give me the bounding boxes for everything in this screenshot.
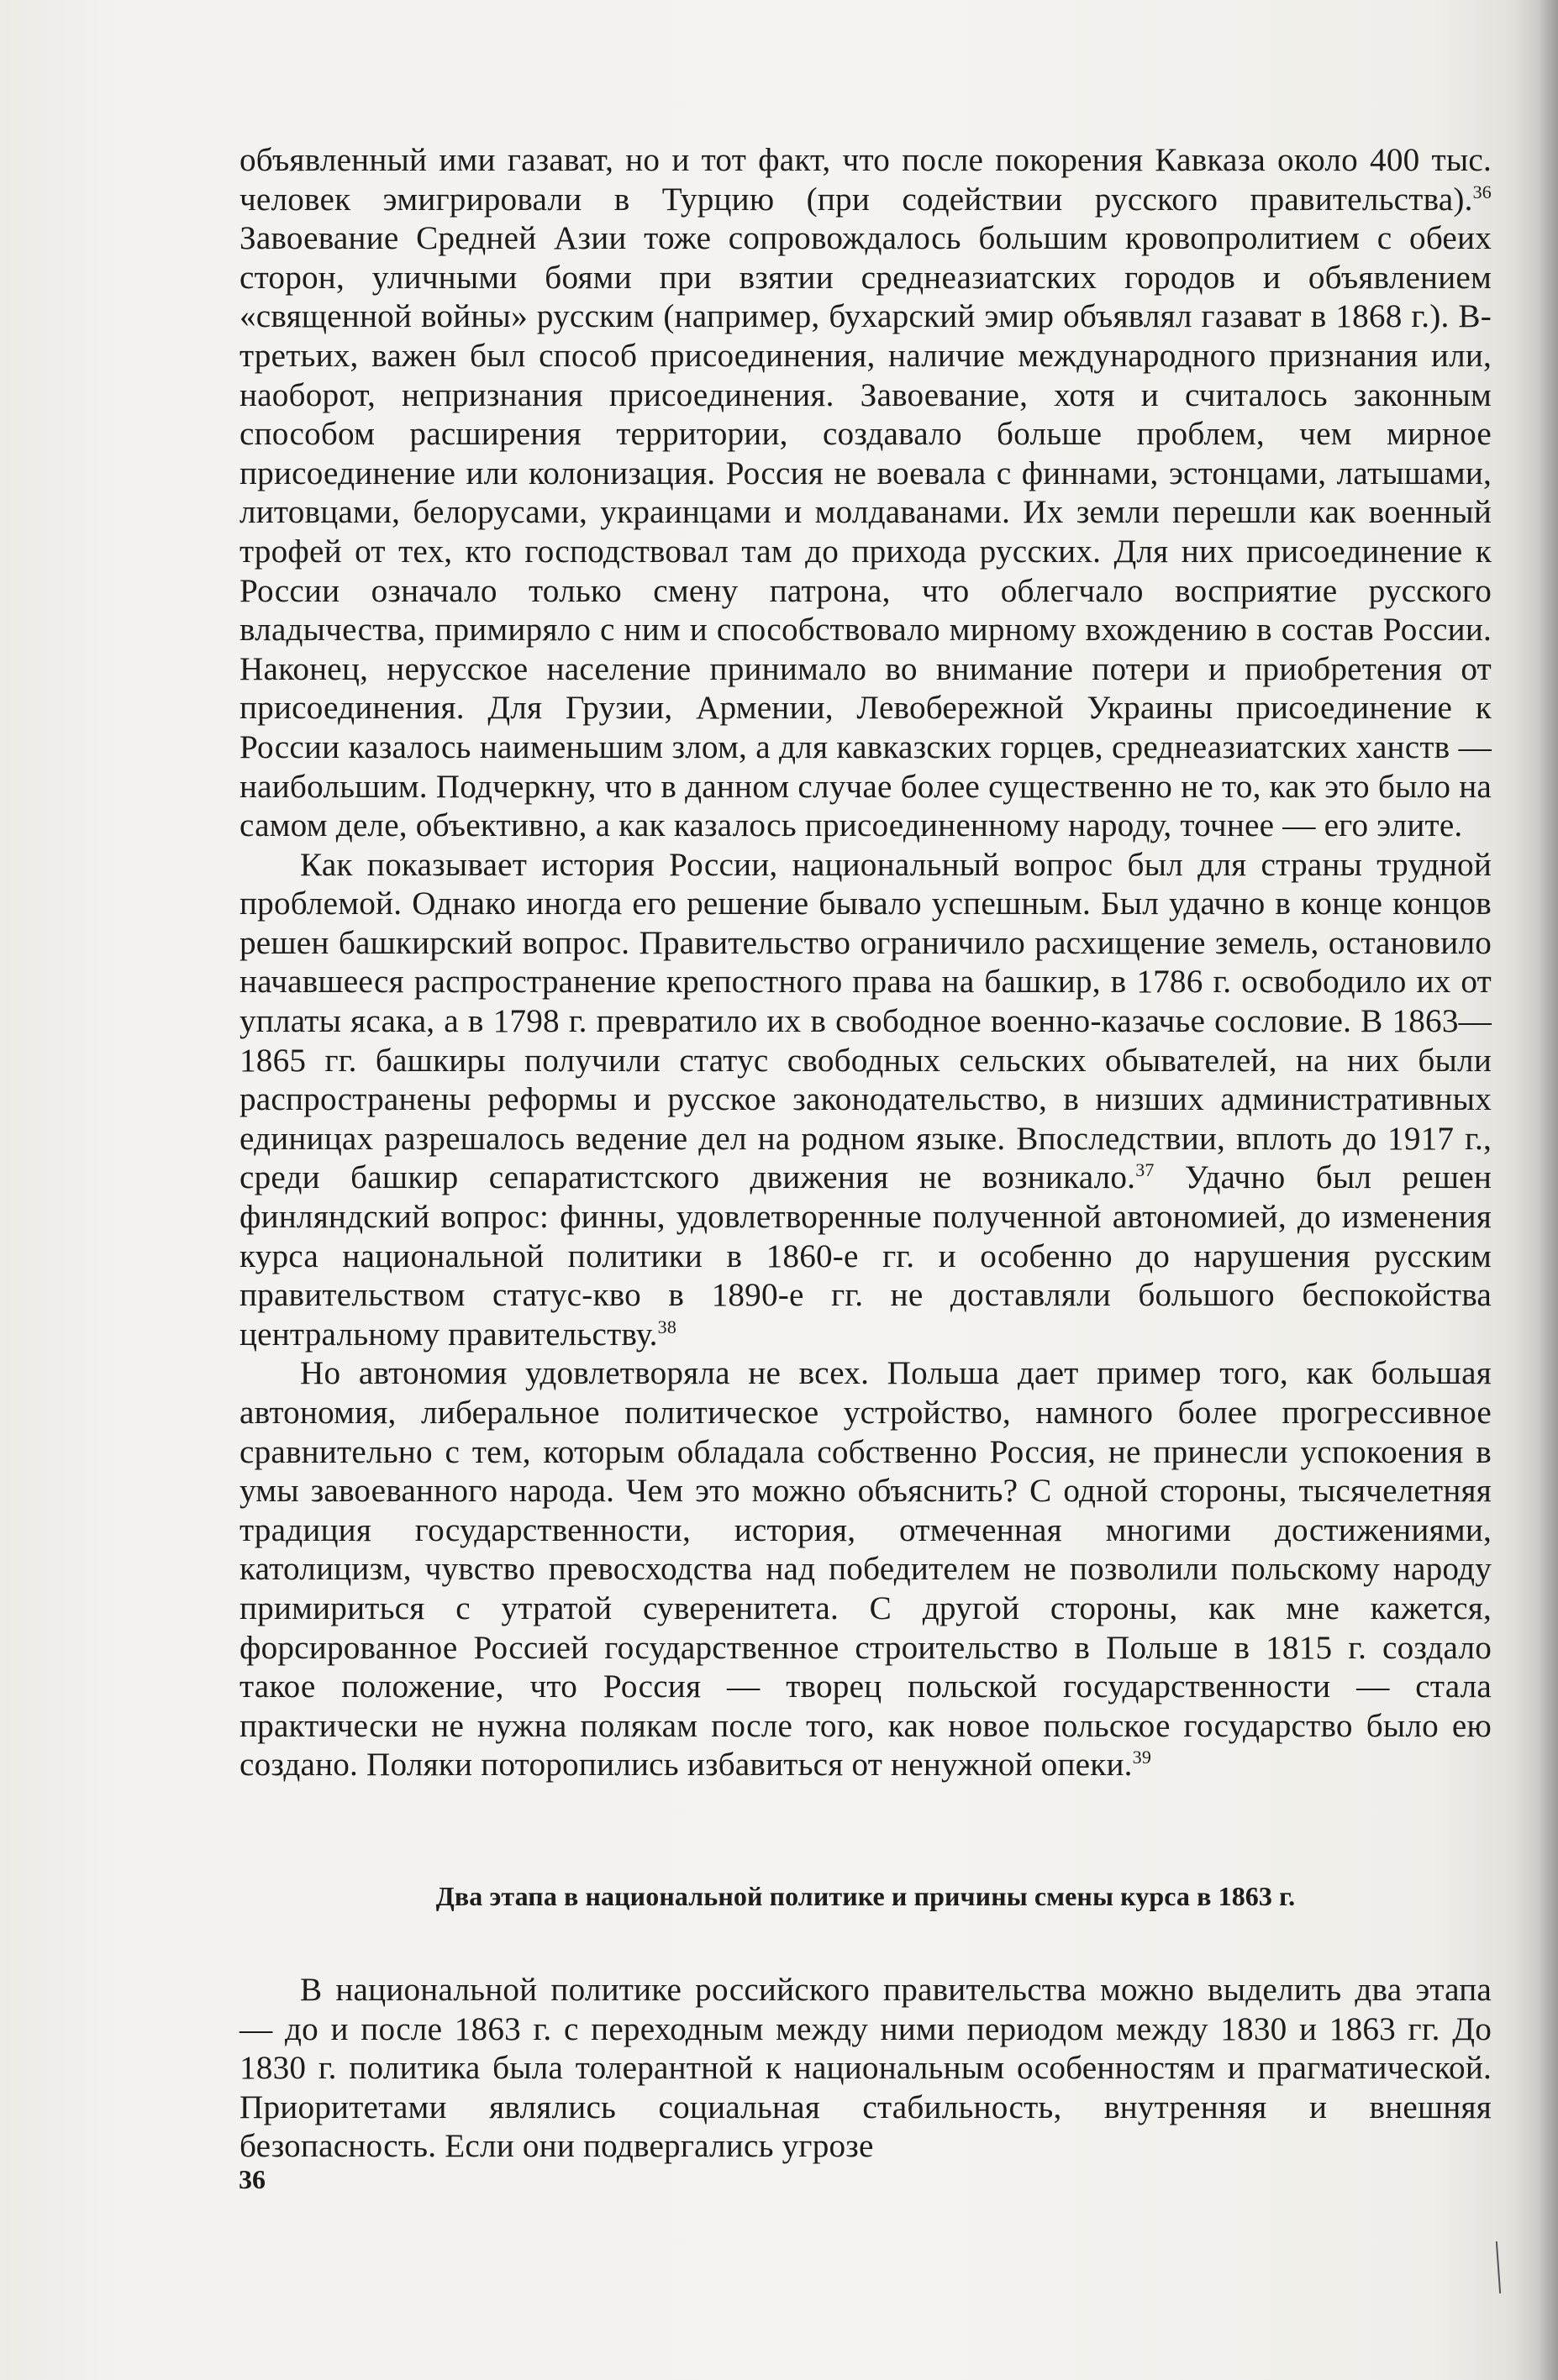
paragraph-3 [239, 1354, 1492, 1785]
page-edge-shadow [1538, 0, 1558, 2380]
paragraph-2 [239, 846, 1492, 1355]
paragraph-2-text: Как показывает история России, национальный вопрос был для страны трудной проблемой. Однако иногда его решение бывало успешным. Был удачно в конце концов решен башкирский вопрос. Правительство ограничило расхищение земель, остановило начавшееся распространение крепостного права на башкир, в 1786 г. освободило их от уплаты ясака, а в 1798 г. превратило их в свободное военно-казачье сословие. В 1863—1865 гг. башкиры получили статус свободных сельских обывателей, на них были распространены реформы и русское законодательство, в низших административных единицах разрешалось ведение дел на родном языке. Впоследствии, вплоть до 1917 г., среди башкир сепаратистского движения не возникало. [239, 846, 1492, 1196]
paragraph-1-text: объявленный ими газават, но и тот факт, что после покорения Кавказа около 400 тыс. человек эмигрировали в Турцию (при содействии русского правительства). [239, 142, 1492, 218]
paragraph-2-tail: Удачно был решен финляндский вопрос: финны, удовлетворенные полученной автономией, до изменения курса национальной политики в 1860-е гг. и особенно до нарушения русским правительством статус-кво в 1890-е гг. не доставляли большого беспокойства центральному правительству. [239, 1159, 1492, 1353]
footnote-ref-37: 37 [1135, 1159, 1155, 1181]
page-number: 36 [239, 2164, 266, 2194]
footnote-ref-36: 36 [1472, 181, 1492, 202]
paragraph-1-tail: Завоевание Средней Азии тоже сопровождалось большим кровопролитием с обеих сторон, уличными боями при взятии среднеазиатских городов и объявлением «священной войны» русским (например, бухарский эмир объявлял газават в 1868 г.). В-третьих, важен был способ присоединения, наличие международного признания или, наоборот, непризнания присоединения. Завоевание, хотя и считалось законным способом расширения территории, создавало больше проблем, чем мирное присоединение или колонизация. Россия не воевала с финнами, эстонцами, латышами, литовцами, белорусами, украинцами и молдаванами. Их земли перешли как военный трофей от тех, кто господствовал там до прихода русских. Для них присоединение к России означало только смену патрона, что облегчало восприятие русского владычества, примиряло с ним и способствовало мирному вхождению в состав России. Наконец, нерусское население принимало во внимание потери и приобретения от присоединения. Для Грузии, Армении, Левобережной Украины присоединение к России казалось наименьшим злом, а для кавказских горцев, среднеазиатских ханств — наибольшим. Подчеркну, что в данном случае более существенно не то, как это было на самом деле, объективно, а как казалось присоединенному народу, точнее — его элите. [239, 220, 1492, 844]
paragraph-3-text: Но автономия удовлетворяла не всех. Польша дает пример того, как большая автономия, либеральное политическое устройство, намного более прогрессивное сравнительно с тем, которым обладала собственно Россия, не принесли успокоения в умы завоеванного народа. Чем это можно объяснить? С одной стороны, тысячелетняя традиция государственности, история, отмеченная многими достижениями, католицизм, чувство превосходства над победителем не позволили польскому народу примириться с утратой суверенитета. С другой стороны, как мне кажется, форсированное Россией государственное строительство в Польше в 1815 г. создало такое положение, что Россия — творец польской государственности — стала практически не нужна полякам после того, как новое польское государство было ею создано. Поляки поторопились избавиться от ненужной опеки. [239, 1355, 1492, 1784]
paragraph-1 [239, 141, 1492, 846]
section-text-block [239, 1971, 1492, 2167]
section-heading: Два этапа в национальной политике и причины смены курса в 1863 г. [435, 1881, 1296, 1911]
paragraph-4: В национальной политике российского правительства можно выделить два этапа — до и после 1863 г. с переходным между ними периодом между 1830 и 1863 гг. До 1830 г. политика была толерантной к национальным особенностям и прагматической. Приоритетами являлись социальная стабильность, внутренняя и внешняя безопасность. Если они подвергались угрозе [239, 1972, 1492, 2165]
main-text-block [239, 141, 1492, 1785]
footnote-ref-39: 39 [1132, 1747, 1152, 1768]
pencil-mark [1496, 2241, 1501, 2293]
footnote-ref-38: 38 [657, 1316, 677, 1337]
